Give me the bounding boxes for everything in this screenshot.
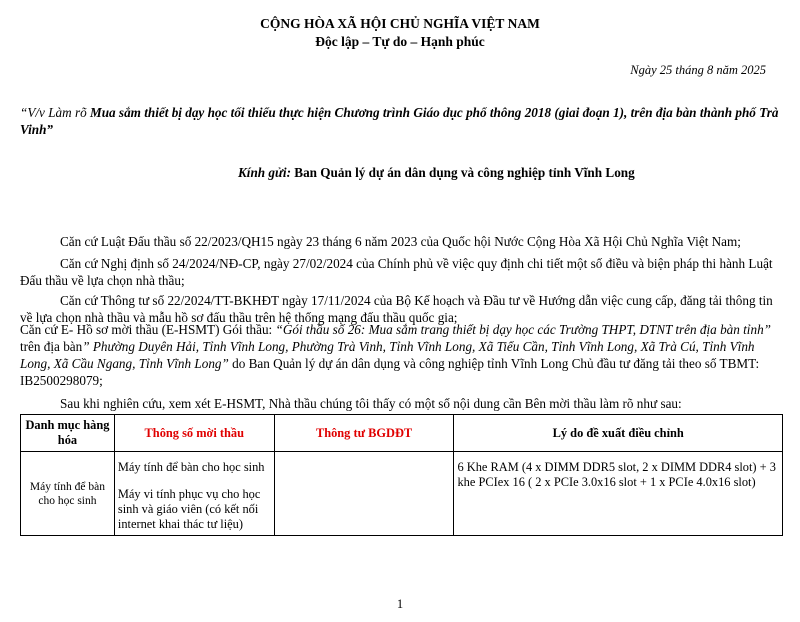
tender-spec-cell: [114, 452, 274, 536]
item-cell: Máy tính để bàn cho học sinh: [21, 452, 115, 536]
document-subject: [20, 104, 780, 138]
tender-spec-line-1: Máy tính để bàn cho học sinh: [117, 460, 265, 474]
reason-cell: 6 Khe RAM (4 x DIMM DDR5 slot, 2 x DIMM DDR4 slot) + 3 khe PCIex 16 ( 2 x PCIe 3.0x16 slot + 1 x PCIe 4.0x16 slot): [454, 452, 783, 536]
circular-cell: [274, 452, 454, 536]
tender-package: “Gói thầu số 26: Mua sắm trang thiết bị dạy học các Trường THPT, DTNT trên địa bàn tỉnh”: [275, 322, 771, 337]
recipient-line: [238, 164, 668, 181]
page-number: 1: [396, 597, 404, 611]
paragraph-tender-docs: [20, 321, 782, 389]
tender-spec-line-2: Máy vi tính phục vụ cho học sinh và giáo viên (có kết nối internet khai thác tư liệu): [117, 487, 261, 531]
col-header-item: Danh mục hàng hóa: [21, 415, 115, 452]
table-row: [21, 452, 783, 536]
col-header-tender-spec: Thông số mời thầu: [114, 415, 274, 452]
col-header-circular: Thông tư BGDĐT: [274, 415, 454, 452]
national-motto: Độc lập – Tự do – Hạnh phúc: [315, 34, 485, 49]
tender-end: do Ban Quản lý dự án dân dụng và công nghiệp tỉnh Vĩnh Long Chủ đầu tư đăng tải theo số TBMT: IB2500298079;: [20, 356, 760, 388]
tender-area: ” Phường Duyên Hải, Tỉnh Vĩnh Long, Phường Trà Vinh, Tỉnh Vĩnh Long, Xã Tiểu Cần, Tỉnh Vĩnh Long, Xã Trà Cú, Tỉnh Vĩnh Long, Xã Cầu Ngang, Tỉnh Vĩnh Long”: [20, 339, 755, 371]
recipient-label: Kính gửi:: [238, 165, 291, 180]
paragraph-legal-basis-3: Căn cứ Thông tư số 22/2024/TT-BKHĐT ngày 17/11/2024 của Bộ Kế hoạch và Đầu tư về Hướng dẫn việc cung cấp, đăng tải thông tin về lựa chọn nhà thầu và mẫu hồ sơ đấu thầu trên hệ thống mạng đấu thầu quốc gia;: [20, 293, 773, 325]
subject-text: Mua sắm thiết bị dạy học tối thiểu thực hiện Chương trình Giáo dục phổ thông 2018 (giai đoạn 1), trên địa bàn thành phố Trà Vinh”: [20, 105, 779, 137]
paragraph-legal-basis-1: Căn cứ Luật Đấu thầu số 22/2023/QH15 ngày 23 tháng 6 năm 2023 của Quốc hội Nước Cộng Hòa Xã Hội Chủ Nghĩa Việt Nam;: [60, 234, 741, 249]
tender-mid: trên địa bàn: [20, 339, 83, 354]
tender-intro: Căn cứ E- Hồ sơ mời thầu (E-HSMT) Gói thầu:: [20, 322, 276, 337]
paragraph-findings: Sau khi nghiên cứu, xem xét E-HSMT, Nhà thầu chúng tôi thấy có một số nội dung cần Bên mời thầu làm rõ như sau:: [60, 396, 682, 411]
document-date: Ngày 25 tháng 8 năm 2025: [630, 63, 766, 77]
country-name: CỘNG HÒA XÃ HỘI CHỦ NGHĨA VIỆT NAM: [260, 16, 540, 31]
col-header-reason: Lý do đề xuất điều chỉnh: [454, 415, 783, 452]
paragraph-legal-basis-2: Căn cứ Nghị định số 24/2024/NĐ-CP, ngày 27/02/2024 của Chính phủ về việc quy định chi tiết một số điều và biện pháp thi hành Luật Đấu thầu về lựa chọn nhà thầu;: [20, 256, 773, 288]
table-header-row: [21, 415, 783, 452]
recipient-name: Ban Quản lý dự án dân dụng và công nghiệp tỉnh Vĩnh Long: [294, 165, 635, 180]
clarification-table: [20, 414, 783, 536]
subject-prefix: “V/v Làm rõ: [20, 105, 90, 120]
